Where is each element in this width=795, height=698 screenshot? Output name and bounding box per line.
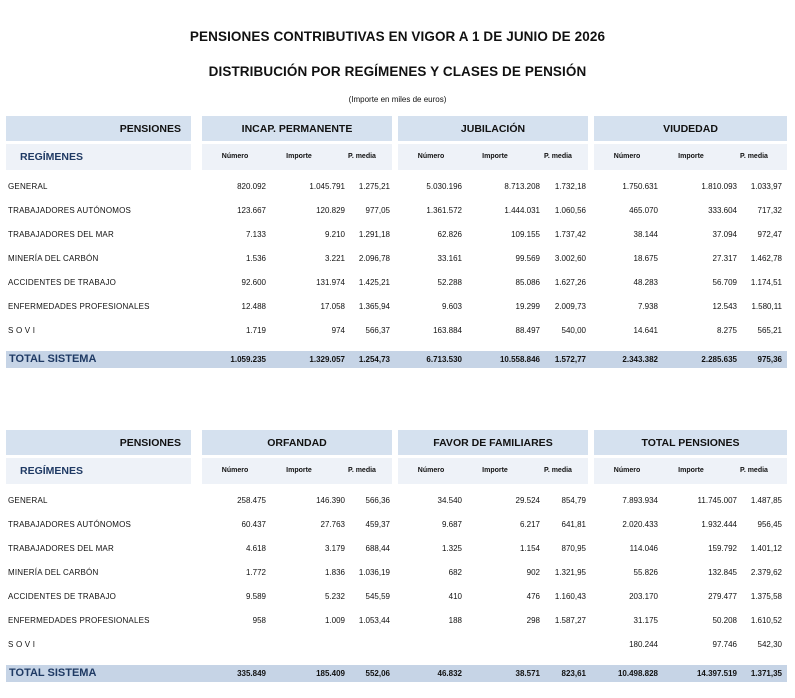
value-cell: 476 bbox=[526, 592, 540, 601]
subheader-row bbox=[0, 458, 795, 484]
value-cell: 1.737,42 bbox=[554, 230, 586, 239]
value-cell: 31.175 bbox=[633, 616, 658, 625]
value-cell: 279.477 bbox=[708, 592, 737, 601]
value-cell: 1.932.444 bbox=[701, 520, 737, 529]
column-header-label: P. media bbox=[348, 467, 376, 474]
total-value-cell: 552,06 bbox=[365, 669, 390, 678]
value-cell: 62.826 bbox=[437, 230, 462, 239]
value-cell: 146.390 bbox=[316, 496, 345, 505]
value-cell: 1.275,21 bbox=[358, 182, 390, 191]
value-cell: 6.217 bbox=[519, 520, 540, 529]
value-cell: 18.675 bbox=[633, 254, 658, 263]
value-cell: 132.845 bbox=[708, 568, 737, 577]
group-header-cell bbox=[594, 116, 787, 141]
value-cell: 1.772 bbox=[245, 568, 266, 577]
value-cell: 1.719 bbox=[245, 326, 266, 335]
value-cell: 1.325 bbox=[441, 544, 462, 553]
value-cell: 333.604 bbox=[708, 206, 737, 215]
value-cell: 1.587,27 bbox=[554, 616, 586, 625]
column-header-label: Importe bbox=[286, 153, 312, 160]
column-header-label: P. media bbox=[348, 153, 376, 160]
value-cell: 258.475 bbox=[237, 496, 266, 505]
regimen-name: ENFERMEDADES PROFESIONALES bbox=[8, 616, 150, 625]
regimenes-header-label: REGÍMENES bbox=[20, 151, 84, 163]
value-cell: 1.045.791 bbox=[309, 182, 345, 191]
total-label: TOTAL SISTEMA bbox=[9, 667, 97, 679]
value-cell: 12.543 bbox=[712, 302, 737, 311]
total-value-cell: 38.571 bbox=[515, 669, 540, 678]
total-value-cell: 1.254,73 bbox=[358, 355, 390, 364]
table-row bbox=[0, 565, 795, 581]
column-header-label: P. media bbox=[740, 467, 768, 474]
column-header-label: Importe bbox=[678, 153, 704, 160]
value-cell: 11.745.007 bbox=[697, 496, 737, 505]
regimenes-header-cell bbox=[6, 144, 191, 170]
group-header-label: JUBILACIÓN bbox=[460, 123, 526, 135]
group-header-label: TOTAL PENSIONES bbox=[641, 437, 740, 449]
value-cell: 60.437 bbox=[241, 520, 266, 529]
value-cell: 977,05 bbox=[365, 206, 390, 215]
table-row bbox=[0, 637, 795, 653]
value-cell: 14.641 bbox=[633, 326, 658, 335]
value-cell: 38.144 bbox=[633, 230, 658, 239]
regimen-name: S O V I bbox=[8, 640, 36, 649]
value-cell: 2.020.433 bbox=[622, 520, 658, 529]
regimen-name: TRABAJADORES DEL MAR bbox=[8, 544, 114, 553]
total-value-cell: 2.285.635 bbox=[701, 355, 737, 364]
column-header-label: P. media bbox=[740, 153, 768, 160]
group-header-cell bbox=[594, 430, 787, 455]
table-row bbox=[0, 203, 795, 219]
value-cell: 1.365,94 bbox=[358, 302, 390, 311]
group-header-label: ORFANDAD bbox=[267, 437, 327, 449]
value-cell: 3.221 bbox=[324, 254, 345, 263]
regimen-name: ACCIDENTES DE TRABAJO bbox=[8, 278, 117, 287]
value-cell: 902 bbox=[526, 568, 540, 577]
value-cell: 92.600 bbox=[241, 278, 266, 287]
value-cell: 956,45 bbox=[757, 520, 782, 529]
header-row bbox=[0, 116, 795, 141]
subheader-row bbox=[0, 144, 795, 170]
column-header-label: Número bbox=[613, 467, 641, 474]
value-cell: 120.829 bbox=[316, 206, 345, 215]
value-cell: 1.732,18 bbox=[554, 182, 586, 191]
table-row bbox=[0, 275, 795, 291]
column-header-label: Importe bbox=[286, 467, 312, 474]
regimen-name: ENFERMEDADES PROFESIONALES bbox=[8, 302, 150, 311]
value-cell: 29.524 bbox=[515, 496, 540, 505]
table-row bbox=[0, 179, 795, 195]
value-cell: 1.810.093 bbox=[701, 182, 737, 191]
pensiones-header-cell bbox=[6, 116, 191, 141]
regimen-name: TRABAJADORES AUTÓNOMOS bbox=[8, 206, 132, 215]
value-cell: 8.275 bbox=[716, 326, 737, 335]
value-cell: 1.580,11 bbox=[751, 302, 782, 311]
page-title: PENSIONES CONTRIBUTIVAS EN VIGOR A 1 DE JUNIO DE 2026 bbox=[189, 29, 606, 44]
value-cell: 85.086 bbox=[515, 278, 540, 287]
value-cell: 9.210 bbox=[324, 230, 345, 239]
table-row bbox=[0, 323, 795, 339]
table-row bbox=[0, 541, 795, 557]
group-header-cell bbox=[398, 430, 588, 455]
value-cell: 188 bbox=[448, 616, 462, 625]
value-cell: 854,79 bbox=[561, 496, 586, 505]
value-cell: 972,47 bbox=[757, 230, 782, 239]
subheader-cell bbox=[398, 144, 588, 170]
value-cell: 688,44 bbox=[365, 544, 390, 553]
value-cell: 131.974 bbox=[316, 278, 345, 287]
column-header-label: Número bbox=[417, 467, 445, 474]
value-cell: 1.610,52 bbox=[750, 616, 782, 625]
total-value-cell: 823,61 bbox=[561, 669, 586, 678]
group-header-cell bbox=[202, 116, 392, 141]
value-cell: 48.283 bbox=[633, 278, 658, 287]
value-cell: 641,81 bbox=[561, 520, 586, 529]
total-value-cell: 14.397.519 bbox=[696, 669, 737, 678]
group-header-cell bbox=[202, 430, 392, 455]
value-cell: 109.155 bbox=[511, 230, 540, 239]
regimen-name: MINERÍA DEL CARBÓN bbox=[8, 568, 99, 577]
total-value-cell: 975,36 bbox=[757, 355, 782, 364]
subheader-cell bbox=[202, 458, 392, 484]
column-header-label: Número bbox=[613, 153, 641, 160]
column-header-label: P. media bbox=[544, 153, 572, 160]
value-cell: 2.009,73 bbox=[554, 302, 586, 311]
value-cell: 1.174,51 bbox=[750, 278, 782, 287]
value-cell: 1.321,95 bbox=[554, 568, 586, 577]
value-cell: 4.618 bbox=[245, 544, 266, 553]
total-value-cell: 10.558.846 bbox=[499, 355, 540, 364]
subheader-cell bbox=[594, 144, 787, 170]
header-row bbox=[0, 430, 795, 455]
value-cell: 1.154 bbox=[519, 544, 540, 553]
value-cell: 1.444.031 bbox=[504, 206, 540, 215]
total-value-cell: 1.329.057 bbox=[309, 355, 345, 364]
value-cell: 163.884 bbox=[433, 326, 462, 335]
value-cell: 1.036,19 bbox=[358, 568, 390, 577]
value-cell: 12.488 bbox=[241, 302, 266, 311]
value-cell: 1.627,26 bbox=[554, 278, 586, 287]
table-row bbox=[0, 589, 795, 605]
regimen-name: GENERAL bbox=[8, 182, 48, 191]
regimen-name: S O V I bbox=[8, 326, 36, 335]
column-header-label: Importe bbox=[482, 153, 508, 160]
value-cell: 974 bbox=[331, 326, 345, 335]
value-cell: 17.058 bbox=[320, 302, 345, 311]
value-cell: 1.836 bbox=[324, 568, 345, 577]
value-cell: 717,32 bbox=[757, 206, 782, 215]
group-header-label: INCAP. PERMANENTE bbox=[241, 123, 353, 135]
regimen-name: ACCIDENTES DE TRABAJO bbox=[8, 592, 117, 601]
pensiones-header-cell bbox=[6, 430, 191, 455]
pensiones-header-label: PENSIONES bbox=[119, 437, 181, 449]
subheader-cell bbox=[202, 144, 392, 170]
total-value-cell: 1.059.235 bbox=[230, 355, 266, 364]
value-cell: 52.288 bbox=[437, 278, 462, 287]
regimen-name: TRABAJADORES DEL MAR bbox=[8, 230, 114, 239]
value-cell: 8.713.208 bbox=[504, 182, 540, 191]
value-cell: 27.317 bbox=[712, 254, 737, 263]
value-cell: 7.893.934 bbox=[622, 496, 658, 505]
value-cell: 203.170 bbox=[629, 592, 658, 601]
value-cell: 682 bbox=[448, 568, 462, 577]
table-row bbox=[0, 493, 795, 509]
table-row bbox=[0, 227, 795, 243]
value-cell: 870,95 bbox=[561, 544, 586, 553]
value-cell: 465.070 bbox=[629, 206, 658, 215]
value-cell: 34.540 bbox=[437, 496, 462, 505]
value-cell: 1.009 bbox=[324, 616, 345, 625]
table-row bbox=[0, 613, 795, 629]
units-note: (Importe en miles de euros) bbox=[348, 95, 447, 104]
total-row bbox=[6, 351, 787, 368]
column-header-label: Importe bbox=[482, 467, 508, 474]
value-cell: 1.401,12 bbox=[750, 544, 782, 553]
total-value-cell: 6.713.530 bbox=[426, 355, 462, 364]
value-cell: 99.569 bbox=[515, 254, 540, 263]
value-cell: 1.361.572 bbox=[426, 206, 462, 215]
value-cell: 1.053,44 bbox=[358, 616, 390, 625]
column-header-label: Número bbox=[221, 467, 249, 474]
value-cell: 97.746 bbox=[712, 640, 737, 649]
table-row bbox=[0, 299, 795, 315]
total-value-cell: 1.572,77 bbox=[554, 355, 586, 364]
value-cell: 1.060,56 bbox=[554, 206, 586, 215]
value-cell: 459,37 bbox=[365, 520, 390, 529]
column-header-label: Número bbox=[417, 153, 445, 160]
value-cell: 958 bbox=[252, 616, 266, 625]
value-cell: 27.763 bbox=[320, 520, 345, 529]
value-cell: 5.030.196 bbox=[426, 182, 462, 191]
value-cell: 33.161 bbox=[437, 254, 462, 263]
value-cell: 9.589 bbox=[245, 592, 266, 601]
group-header-label: FAVOR DE FAMILIARES bbox=[433, 437, 553, 449]
value-cell: 7.133 bbox=[245, 230, 266, 239]
value-cell: 1.375,58 bbox=[750, 592, 782, 601]
column-header-label: Número bbox=[221, 153, 249, 160]
regimen-name: TRABAJADORES AUTÓNOMOS bbox=[8, 520, 132, 529]
column-header-label: Importe bbox=[678, 467, 704, 474]
table-row bbox=[0, 251, 795, 267]
column-header-label: P. media bbox=[544, 467, 572, 474]
value-cell: 5.232 bbox=[324, 592, 345, 601]
value-cell: 180.244 bbox=[629, 640, 658, 649]
value-cell: 56.709 bbox=[712, 278, 737, 287]
total-row bbox=[6, 665, 787, 682]
total-value-cell: 10.498.828 bbox=[617, 669, 658, 678]
value-cell: 820.092 bbox=[237, 182, 266, 191]
subheader-cell bbox=[398, 458, 588, 484]
subheader-cell bbox=[594, 458, 787, 484]
value-cell: 1.425,21 bbox=[358, 278, 390, 287]
total-value-cell: 2.343.382 bbox=[622, 355, 658, 364]
value-cell: 545,59 bbox=[365, 592, 390, 601]
value-cell: 566,36 bbox=[365, 496, 390, 505]
value-cell: 410 bbox=[448, 592, 462, 601]
total-value-cell: 335.849 bbox=[237, 669, 266, 678]
table-row bbox=[0, 517, 795, 533]
value-cell: 114.046 bbox=[629, 544, 658, 553]
regimen-name: MINERÍA DEL CARBÓN bbox=[8, 254, 99, 263]
value-cell: 19.299 bbox=[515, 302, 540, 311]
value-cell: 9.687 bbox=[441, 520, 462, 529]
value-cell: 540,00 bbox=[561, 326, 586, 335]
total-value-cell: 185.409 bbox=[316, 669, 345, 678]
value-cell: 298 bbox=[526, 616, 540, 625]
total-label: TOTAL SISTEMA bbox=[9, 353, 97, 365]
value-cell: 123.667 bbox=[237, 206, 266, 215]
value-cell: 1.536 bbox=[245, 254, 266, 263]
value-cell: 37.094 bbox=[712, 230, 737, 239]
value-cell: 2.096,78 bbox=[358, 254, 390, 263]
regimenes-header-label: REGÍMENES bbox=[20, 465, 84, 477]
page-subtitle: DISTRIBUCIÓN POR REGÍMENES Y CLASES DE PENSIÓN bbox=[208, 64, 587, 79]
value-cell: 542,30 bbox=[757, 640, 782, 649]
value-cell: 55.826 bbox=[633, 568, 658, 577]
value-cell: 1.462,78 bbox=[750, 254, 782, 263]
value-cell: 1.033,97 bbox=[750, 182, 782, 191]
value-cell: 50.208 bbox=[712, 616, 737, 625]
group-header-cell bbox=[398, 116, 588, 141]
value-cell: 565,21 bbox=[757, 326, 782, 335]
value-cell: 3.179 bbox=[324, 544, 345, 553]
value-cell: 1.291,18 bbox=[358, 230, 390, 239]
value-cell: 159.792 bbox=[708, 544, 737, 553]
value-cell: 7.938 bbox=[637, 302, 658, 311]
total-value-cell: 1.371,35 bbox=[750, 669, 782, 678]
value-cell: 9.603 bbox=[441, 302, 462, 311]
group-header-label: VIUDEDAD bbox=[663, 123, 718, 135]
total-value-cell: 46.832 bbox=[437, 669, 462, 678]
value-cell: 88.497 bbox=[515, 326, 540, 335]
value-cell: 566,37 bbox=[365, 326, 390, 335]
value-cell: 3.002,60 bbox=[554, 254, 586, 263]
value-cell: 2.379,62 bbox=[750, 568, 782, 577]
value-cell: 1.750.631 bbox=[622, 182, 658, 191]
value-cell: 1.160,43 bbox=[554, 592, 586, 601]
value-cell: 1.487,85 bbox=[750, 496, 782, 505]
regimenes-header-cell bbox=[6, 458, 191, 484]
pensiones-header-label: PENSIONES bbox=[119, 123, 181, 135]
regimen-name: GENERAL bbox=[8, 496, 48, 505]
